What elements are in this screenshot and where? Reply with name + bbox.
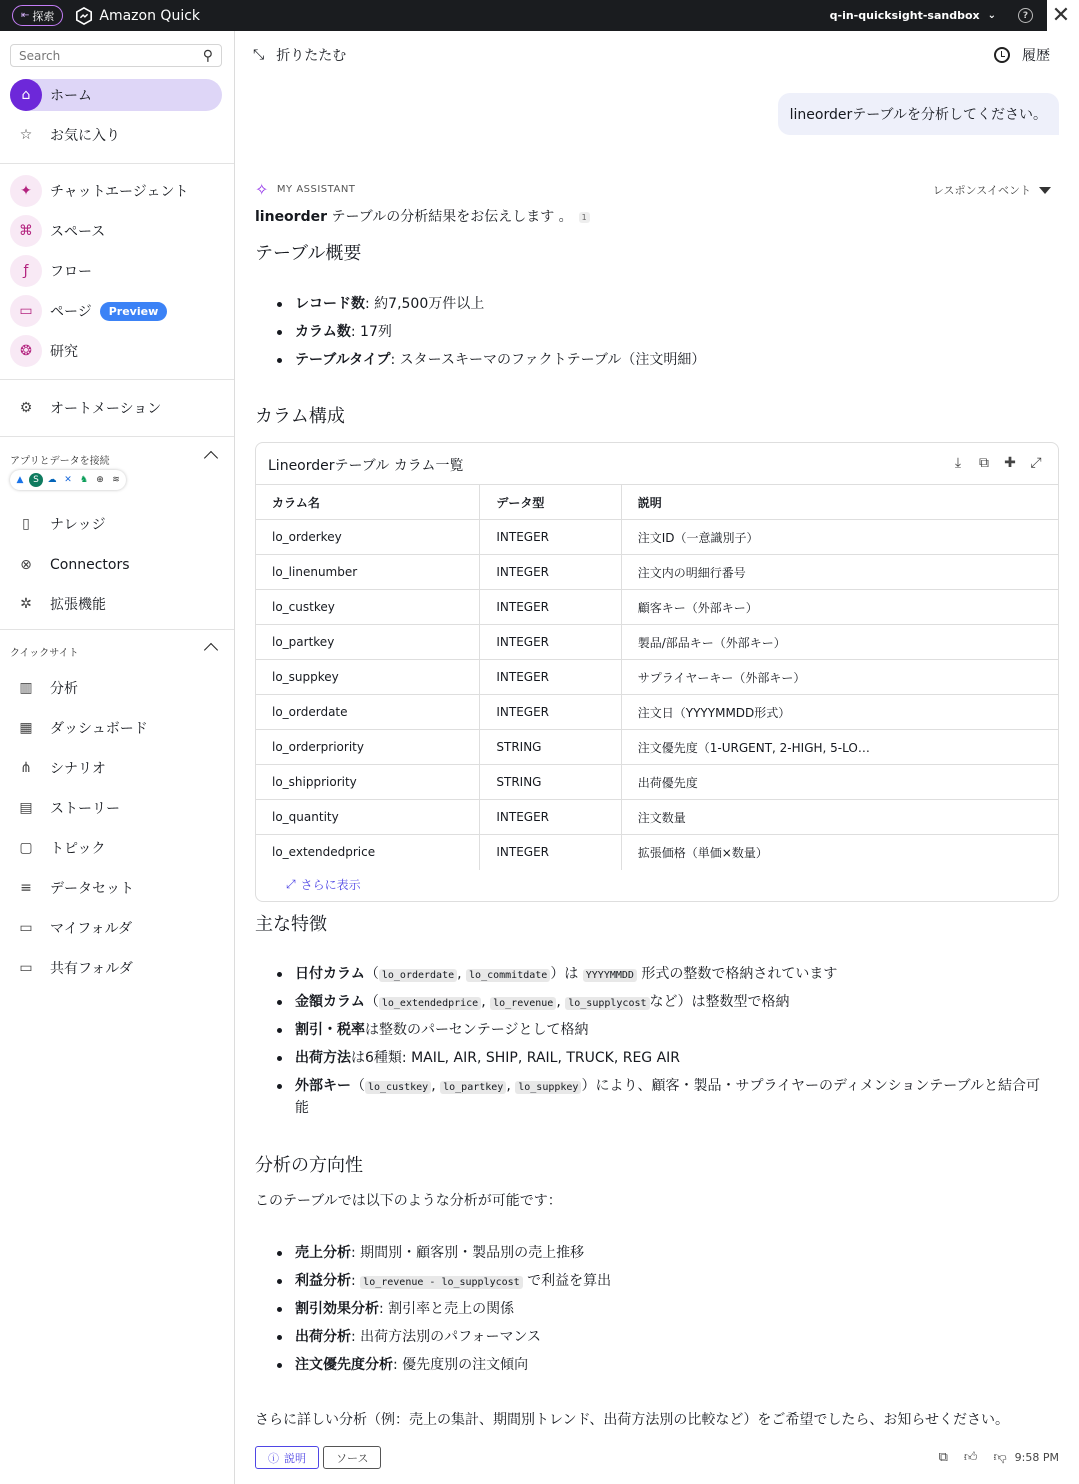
- message-actions: [939, 1450, 1059, 1465]
- sidebar-item-analysis[interactable]: [10, 672, 222, 704]
- sidebar-item-connectors[interactable]: [10, 549, 222, 581]
- item-value: : スタースキーマのファクトテーブル（注文明細）: [390, 352, 706, 368]
- sidebar-item-dashboard[interactable]: [10, 712, 222, 744]
- close-icon[interactable]: ✕: [1051, 3, 1071, 28]
- user-message-text: lineorderテーブルを分析してください。: [789, 107, 1047, 123]
- item-text: で利益を算出: [522, 1273, 612, 1289]
- sidebar-item-label: チャットエージェント: [50, 184, 189, 200]
- table-cell: 注文内の明細行番号: [621, 555, 1058, 590]
- list-item: [275, 1355, 611, 1383]
- table-cell: lo_quantity: [256, 800, 480, 835]
- table-cell: lo_orderpriority: [256, 730, 480, 765]
- overview-heading: テーブル概要: [255, 243, 362, 264]
- table-toolbar: [950, 455, 1044, 471]
- sidebar-item-knowledge[interactable]: [10, 508, 222, 540]
- copy-icon[interactable]: ⧉: [979, 455, 989, 471]
- home-icon: ⌂: [10, 79, 42, 111]
- table-row: [256, 695, 1058, 730]
- table-cell: STRING: [480, 730, 621, 765]
- help-icon[interactable]: ?: [1018, 8, 1033, 23]
- divider: [0, 379, 234, 380]
- item-key: 外部キー: [295, 1078, 351, 1094]
- table-cell: INTEGER: [480, 660, 621, 695]
- flow-icon: ƒ: [10, 255, 42, 287]
- table-row: [256, 590, 1058, 625]
- sidebar-item-spaces[interactable]: [10, 215, 222, 247]
- table-cell: 注文日（YYYYMMDD形式）: [621, 695, 1058, 730]
- item-text: ,: [506, 1078, 516, 1094]
- expand-icon[interactable]: ⤢: [1030, 455, 1042, 471]
- database-icon: ≡: [20, 880, 32, 896]
- response-events-label: レスポンスイベント: [932, 184, 1031, 197]
- show-more-link[interactable]: [286, 876, 361, 893]
- onedrive-icon: ☁: [47, 475, 57, 485]
- top-bar: [0, 0, 1047, 31]
- table-title: Lineorderテーブル カラム一覧: [268, 458, 464, 474]
- table-cell: lo_orderdate: [256, 695, 480, 730]
- header-cell: 説明: [621, 485, 1058, 520]
- explore-label: 探索: [32, 9, 55, 23]
- table-cell: 拡張価格（単価×数量）: [621, 835, 1058, 870]
- table-cell: lo_extendedprice: [256, 835, 480, 870]
- sidebar-item-extensions[interactable]: [10, 588, 222, 620]
- table-cell: INTEGER: [480, 695, 621, 730]
- item-text: : 割引率と売上の関係: [379, 1301, 515, 1317]
- bar-chart-icon: ▥: [19, 680, 33, 696]
- sidebar-item-dataset[interactable]: [10, 872, 222, 904]
- sidebar-item-flows[interactable]: [10, 255, 222, 287]
- google-drive-icon: ▲: [16, 475, 24, 485]
- user-message: [778, 93, 1059, 135]
- table-cell: lo_custkey: [256, 590, 480, 625]
- quick-logo-icon: [75, 7, 93, 25]
- divider: [0, 436, 234, 437]
- item-text: : 期間別・顧客別・製品別の売上推移: [351, 1245, 585, 1261]
- copy-icon[interactable]: ⧉: [938, 1450, 948, 1465]
- account-name: q-in-quicksight-sandbox: [829, 9, 980, 22]
- item-key: 割引効果分析: [295, 1301, 379, 1317]
- source-button[interactable]: [323, 1446, 381, 1469]
- exit-icon: ⇤: [21, 10, 30, 21]
- list-item: [275, 1020, 1045, 1048]
- connectors-icon: ⊗: [20, 557, 32, 573]
- item-text: ,: [481, 994, 491, 1010]
- inline-code: lo_supplycost: [565, 997, 649, 1010]
- sidebar-item-favorites[interactable]: [10, 119, 222, 151]
- spaces-icon: ⌘: [10, 215, 42, 247]
- list-item: [275, 1327, 611, 1355]
- download-icon[interactable]: ⤓: [954, 455, 962, 471]
- table-cell: INTEGER: [480, 555, 621, 590]
- sidebar-item-label: マイフォルダ: [50, 921, 133, 937]
- collapse-connect-button[interactable]: [206, 453, 216, 463]
- item-text: は6種類: MAIL, AIR, SHIP, RAIL, TRUCK, REG AIR: [351, 1050, 681, 1066]
- folder-icon: ▭: [19, 920, 33, 936]
- features-heading: 主な特徴: [255, 914, 327, 935]
- inline-code: lo_revenue - lo_supplycost: [360, 1276, 523, 1289]
- sidebar-item-label: フロー: [50, 264, 92, 280]
- list-item: [275, 294, 705, 322]
- response-events-toggle[interactable]: [933, 182, 1051, 198]
- assistant-label: MY ASSISTANT: [276, 184, 356, 195]
- closing-text: さらに詳しい分析（例：売上の集計、期間別トレンド、出荷方法別の比較など）をご希望でしたら、お知らせください。: [255, 1412, 1009, 1428]
- sidebar-item-shared-folder[interactable]: [10, 952, 222, 984]
- item-value: : 約7,500万件以上: [365, 296, 485, 312]
- chevron-up-icon: [204, 643, 218, 657]
- table-cell: 顧客キー（外部キー）: [621, 590, 1058, 625]
- item-key: 利益分析: [295, 1273, 351, 1289]
- list-item: [275, 322, 705, 350]
- book-icon: ▤: [19, 800, 33, 816]
- inline-code: lo_extendedprice: [379, 997, 481, 1010]
- timestamp: 9:58 PM: [1014, 1451, 1059, 1464]
- collapse-button[interactable]: [253, 45, 346, 65]
- inline-code: lo_custkey: [365, 1081, 431, 1094]
- sidebar-item-label: お気に入り: [50, 128, 120, 144]
- table-row: [256, 625, 1058, 660]
- web-icon: ⊕: [96, 475, 104, 485]
- columns-table-card: [255, 442, 1059, 902]
- item-key: 売上分析: [295, 1245, 351, 1261]
- table-cell: INTEGER: [480, 625, 621, 660]
- table-cell: 注文数量: [621, 800, 1058, 835]
- explore-button[interactable]: [12, 5, 63, 26]
- columns-table: [256, 484, 1058, 870]
- direction-list: [275, 1243, 611, 1383]
- table-row: [256, 660, 1058, 695]
- item-text: ,: [457, 966, 467, 982]
- item-value: : 17列: [350, 324, 392, 340]
- topic-icon: ▢: [19, 840, 33, 856]
- list-item: [275, 1048, 1045, 1076]
- stack-icon: ≋: [112, 475, 120, 485]
- inline-code: lo_revenue: [490, 997, 556, 1010]
- item-text: : 優先度別の注文傾向: [393, 1357, 529, 1373]
- item-key: 出荷分析: [295, 1329, 351, 1345]
- table-row: [256, 520, 1058, 555]
- show-more-label: さらに表示: [300, 878, 361, 892]
- list-item: [275, 1243, 611, 1271]
- sidebar-item-label: ストーリー: [50, 801, 120, 817]
- automation-icon: ⚙: [19, 400, 33, 416]
- sidebar-item-automation[interactable]: [10, 392, 222, 424]
- item-key: 日付カラム: [295, 966, 365, 982]
- sidebar-item-label: トピック: [50, 841, 106, 857]
- sidebar: [0, 31, 235, 1484]
- sidebar-item-chat-agents[interactable]: [10, 175, 222, 207]
- table-row: [256, 730, 1058, 765]
- brand-name: Amazon Quick: [99, 7, 201, 24]
- table-cell: INTEGER: [480, 835, 621, 870]
- footer-buttons: [255, 1446, 381, 1469]
- features-list: [275, 964, 1045, 1118]
- research-icon: ❂: [10, 335, 42, 367]
- dashboard-icon: ▦: [19, 720, 33, 736]
- list-item: [275, 1076, 1045, 1118]
- overview-list: [275, 294, 705, 378]
- sidebar-item-story[interactable]: [10, 792, 222, 824]
- item-key: テーブルタイプ: [295, 352, 391, 368]
- star-icon: ☆: [19, 127, 33, 143]
- search-icon: ⚲: [202, 47, 213, 64]
- list-item: [275, 350, 705, 378]
- item-key: レコード数: [295, 296, 365, 312]
- intro-bold: lineorder: [255, 209, 328, 225]
- columns-heading: カラム構成: [255, 406, 345, 427]
- question-icon: ⓘ: [268, 1451, 279, 1465]
- shared-folder-icon: ▭: [19, 960, 33, 976]
- sidebar-item-label: シナリオ: [50, 761, 106, 777]
- connector-icons[interactable]: [10, 470, 126, 490]
- table-cell: lo_shippriority: [256, 765, 480, 800]
- item-key: カラム数: [295, 324, 351, 340]
- source-label: ソース: [336, 1451, 369, 1465]
- sidebar-item-label: 研究: [50, 344, 78, 360]
- quicksight-section-title: クイックサイト: [10, 648, 79, 659]
- table-cell: 注文優先度（1-URGENT, 2-HIGH, 5-LO…: [621, 730, 1058, 765]
- direction-heading: 分析の方向性: [255, 1155, 363, 1176]
- sidebar-item-label: ホーム: [50, 88, 92, 104]
- item-key: 注文優先度分析: [295, 1357, 393, 1373]
- item-text: ,: [556, 994, 566, 1010]
- item-text: ）により、顧客・製品・サプライヤーのディメンションテーブルと結合可能: [295, 1078, 1041, 1116]
- header-cell: データ型: [480, 485, 621, 520]
- sidebar-item-topic[interactable]: [10, 832, 222, 864]
- confluence-icon: ✕: [64, 475, 72, 485]
- assistant-header: [255, 180, 355, 199]
- table-cell: lo_suppkey: [256, 660, 480, 695]
- explain-label: 説明: [284, 1451, 306, 1465]
- item-text: は整数のパーセンテージとして格納: [365, 1022, 589, 1038]
- sidebar-item-label: 共有フォルダ: [50, 961, 133, 977]
- table-cell: INTEGER: [480, 800, 621, 835]
- item-text: （: [364, 966, 379, 982]
- brand: [75, 7, 200, 25]
- table-cell: STRING: [480, 765, 621, 800]
- search-placeholder: Search: [19, 48, 61, 63]
- table-cell: INTEGER: [480, 520, 621, 555]
- direction-intro: このテーブルでは以下のような分析が可能です：: [255, 1193, 562, 1209]
- list-item: [275, 964, 1045, 992]
- account-menu[interactable]: [830, 8, 1033, 23]
- preview-badge: Preview: [100, 302, 168, 321]
- table-row: [256, 800, 1058, 835]
- history-button[interactable]: [994, 45, 1050, 65]
- sidebar-item-home[interactable]: [10, 79, 222, 111]
- item-key: 出荷方法: [295, 1050, 351, 1066]
- collapse-icon: ⤡: [253, 47, 265, 63]
- item-key: 金額カラム: [295, 994, 365, 1010]
- sidebar-item-scenario[interactable]: [10, 752, 222, 784]
- item-text: ）は: [550, 966, 583, 982]
- sidebar-item-label: ページ: [50, 304, 92, 320]
- list-item: [275, 1299, 611, 1327]
- sparkle-icon: ✧: [255, 180, 269, 199]
- table-header-row: [256, 485, 1058, 520]
- inline-code: lo_suppkey: [515, 1081, 581, 1094]
- knowledge-icon: ▯: [22, 516, 30, 532]
- thumbs-down-icon[interactable]: 👎︎: [993, 1450, 1007, 1465]
- sidebar-item-label: オートメーション: [50, 401, 162, 417]
- inline-code: lo_commitdate: [466, 969, 550, 982]
- history-label: 履歴: [1022, 48, 1050, 64]
- table-cell: 製品/部品キー（外部キー）: [621, 625, 1058, 660]
- inline-code: YYYYMMDD: [583, 969, 637, 982]
- sparkle-icon: ✦: [10, 175, 42, 207]
- chevron-up-icon: [204, 451, 218, 465]
- add-visual-icon[interactable]: ✚: [1004, 455, 1016, 471]
- sidebar-item-label: データセット: [50, 881, 134, 897]
- inline-code: lo_orderdate: [379, 969, 457, 982]
- table-cell: INTEGER: [480, 590, 621, 625]
- item-key: 割引・税率: [295, 1022, 365, 1038]
- sidebar-item-label: ナレッジ: [50, 517, 106, 533]
- collapse-quicksight-button[interactable]: [206, 645, 216, 655]
- table-cell: 注文ID（一意識別子）: [621, 520, 1058, 555]
- clock-icon: [994, 47, 1010, 63]
- citation-badge[interactable]: 1: [579, 212, 590, 223]
- inline-code: lo_partkey: [440, 1081, 506, 1094]
- puzzle-icon: ✲: [20, 596, 32, 612]
- table-cell: 出荷優先度: [621, 765, 1058, 800]
- header-cell: カラム名: [256, 485, 480, 520]
- item-text: 形式の整数で格納されています: [636, 966, 838, 982]
- table-row: [256, 765, 1058, 800]
- expand-icon: ⤢: [286, 877, 296, 891]
- divider: [0, 629, 234, 630]
- sidebar-item-label: Connectors: [50, 557, 130, 573]
- intro-text: テーブルの分析結果をお伝えします 。: [327, 209, 573, 225]
- collapse-label: 折りたたむ: [276, 48, 347, 64]
- sidebar-item-pages[interactable]: [10, 295, 222, 327]
- table-row: [256, 555, 1058, 590]
- sidebar-item-label: ダッシュボード: [50, 721, 148, 737]
- sidebar-item-label: 拡張機能: [50, 597, 106, 613]
- item-text: など）は整数型で格納: [649, 994, 790, 1010]
- chat-panel: [235, 31, 1079, 1484]
- thumbs-up-icon[interactable]: 👍︎: [963, 1450, 978, 1465]
- sidebar-item-label: 分析: [50, 681, 78, 697]
- table-cell: lo_partkey: [256, 625, 480, 660]
- response-intro: [255, 206, 590, 226]
- item-text: : 出荷方法別のパフォーマンス: [351, 1329, 542, 1345]
- table-row: [256, 835, 1058, 870]
- scenario-icon: ⋔: [20, 760, 32, 776]
- table-cell: lo_linenumber: [256, 555, 480, 590]
- sharepoint-icon: S: [29, 473, 43, 487]
- item-text: ,: [431, 1078, 441, 1094]
- table-cell: lo_orderkey: [256, 520, 480, 555]
- search-input[interactable]: [10, 44, 222, 67]
- list-item: [275, 1271, 611, 1299]
- sidebar-item-research[interactable]: [10, 335, 222, 367]
- item-text: （: [364, 994, 379, 1010]
- evernote-icon: ♞: [79, 475, 89, 485]
- connect-section-title: アプリとデータを接続: [10, 456, 110, 467]
- table-cell: サプライヤーキー（外部キー）: [621, 660, 1058, 695]
- list-item: [275, 992, 1045, 1020]
- divider: [0, 163, 234, 164]
- page-icon: ▭: [10, 295, 42, 327]
- caret-down-icon: [1039, 187, 1051, 194]
- sidebar-item-my-folder[interactable]: [10, 912, 222, 944]
- item-text: （: [351, 1078, 365, 1094]
- item-text: :: [351, 1273, 361, 1289]
- sidebar-item-label: スペース: [50, 224, 106, 240]
- explain-button[interactable]: [255, 1446, 319, 1469]
- chevron-down-icon: ⌄: [987, 10, 996, 21]
